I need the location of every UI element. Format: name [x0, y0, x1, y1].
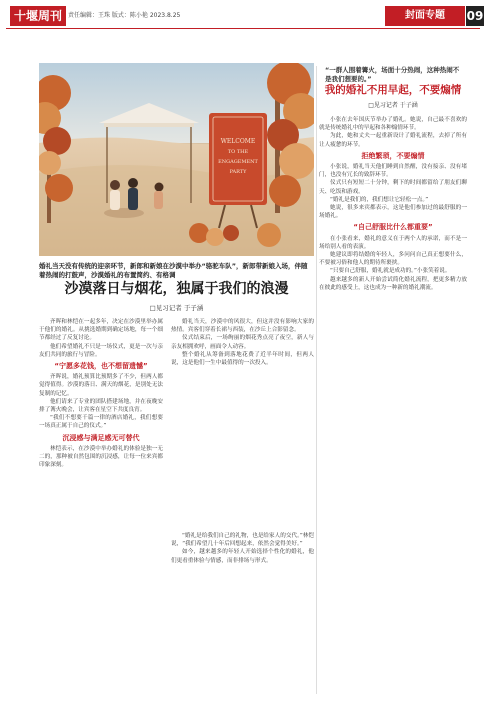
article-column-1 — [39, 318, 163, 694]
paragraph: 整个婚礼从筹备到落地花费了近半年时间，但两人说，这是他们一生中最值得的一次投入。 — [171, 351, 314, 367]
paragraph: 林恺表示，在沙漠中举办婚礼的体验是独一无二的，那种被自然包围的沉浸感，让每一位来宾都印象深刻。 — [39, 445, 163, 469]
subheading: 拒绝繁琐，不要煽情 — [361, 151, 425, 160]
paragraph: “只要自己舒服，婚礼就是成功的。”小张笑着说。 — [330, 268, 451, 275]
column-divider — [316, 66, 317, 694]
paragraph: 齐晖和林恺在一起多年，决定在沙漠里举办属于他们的婚礼。从挑选婚期到确定场地，每一个细节都经过了反复讨论。 — [39, 319, 163, 342]
paragraph: 小张在去年国庆节举办了婚礼。她说，自己最不喜欢的就是传统婚礼中的早起和各种煽情环节。 — [319, 117, 467, 132]
section-title: 封面专题 — [385, 6, 465, 26]
article-column-2 — [171, 318, 314, 530]
paragraph: 越来越多的新人开始尝试简化婚礼流程，把更多精力放在彼此的感受上，这也成为一种新的婚礼潮流。 — [319, 276, 467, 291]
subheading: “自己舒服比什么都重要” — [353, 223, 433, 232]
page-number: 09 — [466, 6, 484, 26]
paragraph: 在小张看来，婚礼的意义在于两个人的承诺，而不是一场给别人看的表演。 — [319, 235, 467, 250]
paragraph: 她建议即将结婚的年轻人，多问问自己真正想要什么，不要被习俗和他人的期待所裹挟。 — [319, 252, 467, 267]
svg-text:WELCOME: WELCOME — [220, 138, 256, 145]
masthead — [6, 6, 484, 26]
paragraph: 为此，她和丈夫一起重新设计了婚礼流程，去掉了所有让人疲惫的环节。 — [319, 133, 467, 148]
paragraph: 如今，越来越多的年轻人开始选择个性化的婚礼，他们更看重体验与情感，而非排场与形式。 — [171, 549, 314, 564]
article-headline: 沙漠落日与烟花，独属于我们的浪漫 — [64, 281, 289, 297]
side-article-byline: □见习记者 于子涵 — [368, 102, 418, 109]
paragraph: 仪式只有短短二十分钟，剩下的时间都留给了朋友们聊天、吃饭和游戏。 — [319, 180, 467, 195]
article-byline: □见习记者 于子涵 — [149, 304, 204, 312]
photo-caption: 婚礼当天没有传统的迎亲环节，新郎和新娘在沙漠中举办“骆驼车队”，新郎带新娘入场，伴随着热闹的打鼓声，沙漠婚礼的布置简约、有格调 — [39, 262, 308, 279]
paragraph: 他们请来了专业的团队搭建场地，并在夜晚安排了篝火晚会，让宾客在星空下共度良宵。 — [39, 398, 163, 414]
svg-text:ENGAGEMENT: ENGAGEMENT — [218, 159, 258, 165]
editor-meta: 责任编辑：王珠 版式：陈小艳 2023.8.25 — [68, 12, 181, 19]
newspaper-brand: 十堰周刊 — [10, 6, 66, 26]
paragraph: “婚礼是给我们自己的礼物，也是给家人的交代。”林恺说，“我们希望几十年后回想起来，依然会觉得美好。” — [171, 533, 314, 548]
paragraph: 齐晖说，婚礼预算比预期多了不少，但两人都觉得值得。沙漠的落日、满天的烟花，是别处无法复制的记忆。 — [39, 374, 163, 397]
svg-text:PARTY: PARTY — [229, 169, 247, 175]
paragraph: 他们希望婚礼不只是一场仪式，更是一次与亲友们共同的旅行与冒险。 — [39, 343, 163, 358]
wedding-photo — [39, 63, 314, 256]
paragraph: “婚礼是我们的，我们想让它轻松一点。” — [330, 196, 429, 203]
header-rule — [6, 28, 480, 29]
paragraph: 婚礼当天，沙漠中的风很大，但这并没有影响大家的热情。宾客们穿着长裙与西装，在沙丘上合影留念。 — [171, 319, 314, 334]
article-column-2-lower — [171, 532, 314, 694]
side-article-headline: 我的婚礼不用早起，不要煽情 — [324, 84, 462, 96]
paragraph: 仪式结束后，一场绚丽的烟花秀点亮了夜空，新人与亲友相拥欢呼，画面令人动容。 — [171, 335, 314, 350]
wedding-photo-illustration — [39, 63, 314, 256]
subheading: 沉浸感与满足感无可替代 — [62, 433, 140, 442]
pull-quote: “一群人围着篝火，场面十分热闹，这种热闹不是我们想要的。” — [325, 66, 460, 83]
paragraph: “我们不想要千篇一律的酒店婚礼，我们想要一场真正属于自己的仪式。” — [39, 415, 163, 430]
article-column-3 — [319, 116, 467, 694]
subheading: “宁愿多花钱，也不想留遗憾” — [54, 362, 148, 371]
svg-text:TO THE: TO THE — [227, 149, 249, 155]
paragraph: 她说，很多来宾都表示，这是他们参加过的最舒服的一场婚礼。 — [319, 205, 467, 220]
paragraph: 小张说，婚礼当天他们睡到自然醒，没有接亲、没有堵门，也没有冗长的致辞环节。 — [319, 164, 467, 179]
